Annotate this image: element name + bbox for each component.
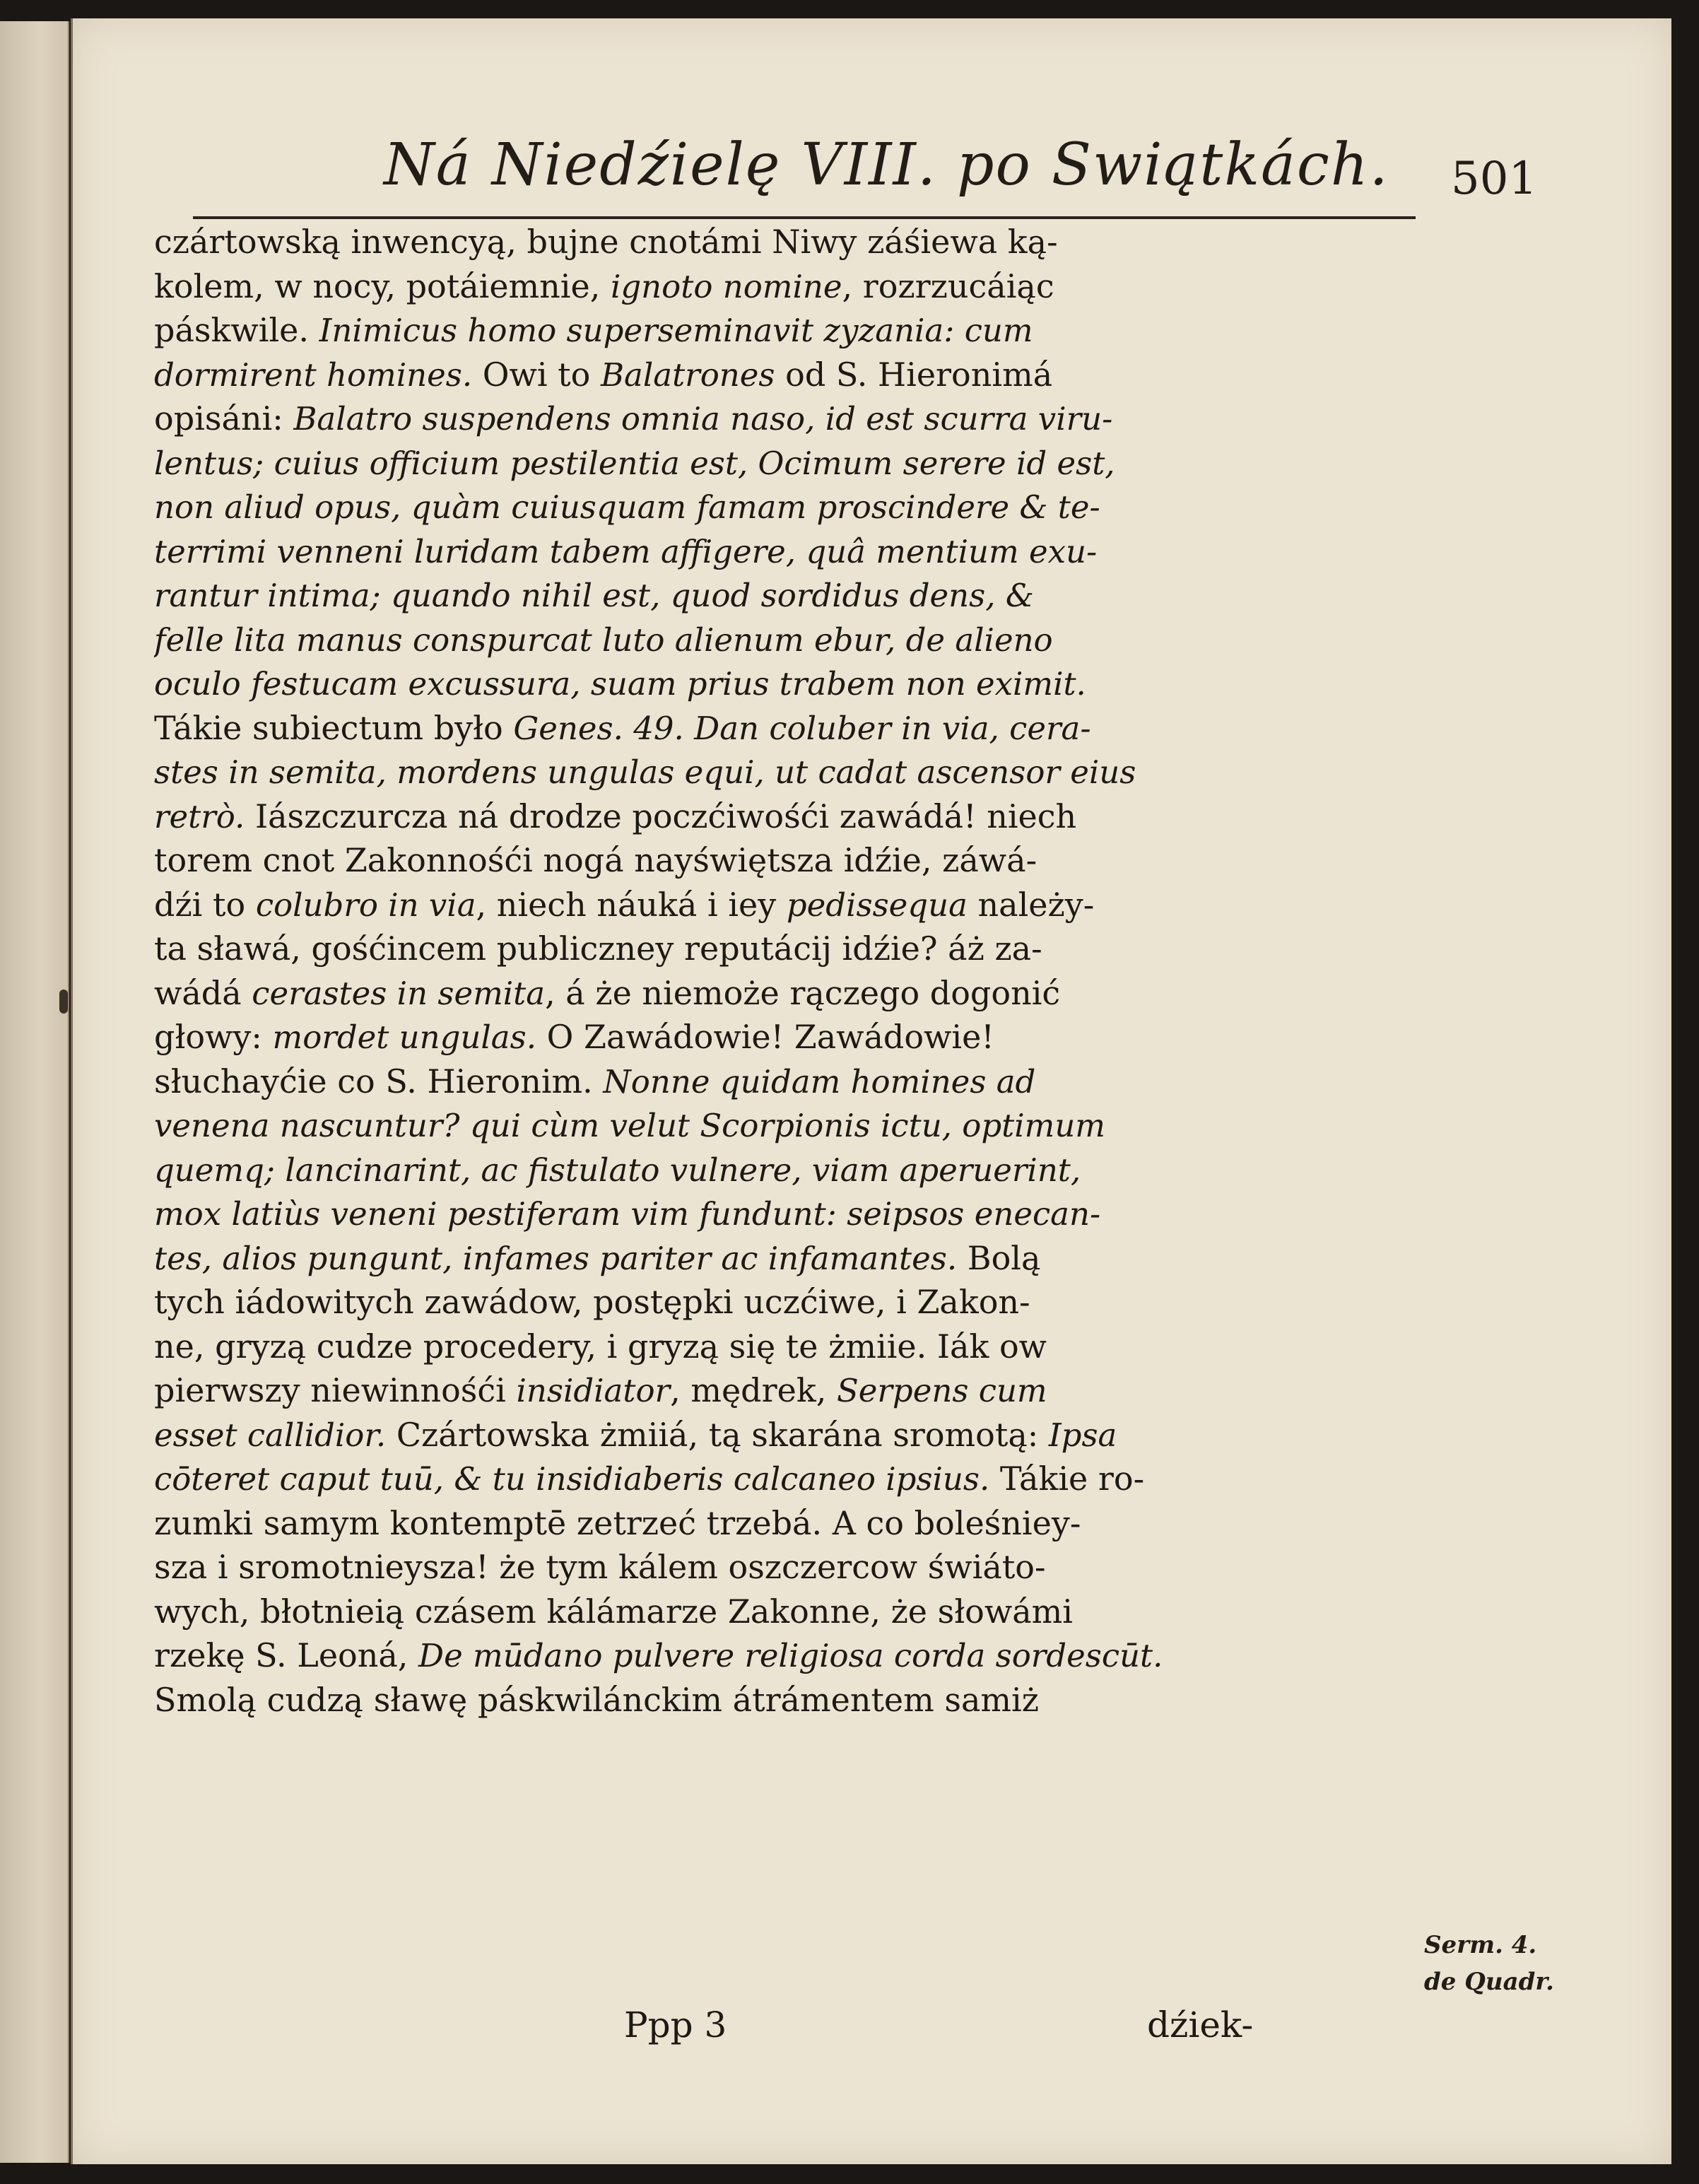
polish-text: czártowską inwencyą, bujne cnotámi Niwy záśiewa ką- — [154, 223, 1058, 261]
polish-text: zumki samym kontemptē zetrzeć trzebá. A co boleśniey- — [154, 1503, 1081, 1542]
polish-text: wádá — [154, 973, 252, 1012]
signature-mark: Ppp 3 — [624, 2004, 727, 2045]
polish-text: ta sławá, gośćincem publiczney reputácij idźie? áż za- — [154, 929, 1042, 968]
polish-text: wych, błotnieią czásem kálámarze Zakonne, że słowámi — [154, 1592, 1073, 1631]
text-line — [154, 1457, 1426, 1501]
ink-blot — [59, 990, 68, 1014]
text-line — [154, 1678, 1426, 1722]
latin-italic-text: Genes. 49. Dan coluber in via, cera- — [513, 709, 1091, 747]
polish-text: O Zawádowie! Zawádowie! — [536, 1018, 994, 1056]
text-line — [154, 529, 1426, 574]
text-line — [154, 1325, 1426, 1369]
page-number: 501 — [1451, 153, 1538, 205]
body-text — [154, 220, 1426, 1722]
latin-italic-text: venena nascuntur? qui cùm velut Scorpionis ictu, optimum — [154, 1107, 1105, 1144]
text-line — [154, 794, 1426, 839]
latin-italic-text: pedissequa — [786, 886, 968, 924]
latin-italic-text: cerastes in semita — [252, 974, 546, 1012]
polish-text: kolem, w nocy, potáiemnie, — [154, 266, 611, 305]
text-line — [154, 1501, 1426, 1546]
polish-text: od S. Hieronimá — [775, 355, 1053, 394]
text-line — [154, 1059, 1426, 1104]
polish-text: , mędrek, — [670, 1371, 837, 1409]
catchword: dźiek- — [1147, 2004, 1254, 2045]
text-line — [154, 1545, 1426, 1590]
latin-italic-text: stes in semita, mordens ungulas equi, ut cadat ascensor eius — [154, 753, 1136, 791]
latin-italic-text: oculo festucam excussura, suam prius trabem non eximit. — [154, 665, 1086, 703]
text-line — [154, 1192, 1426, 1236]
latin-italic-text: De mūdano pulvere religiosa corda sordescūt. — [418, 1637, 1163, 1674]
polish-text: rzekę S. Leoná, — [154, 1636, 419, 1674]
text-line — [154, 1590, 1426, 1634]
polish-text: Iászczurcza ná drodze poczćiwośći zawádá! niech — [245, 797, 1077, 835]
polish-text: głowy: — [154, 1018, 273, 1056]
polish-text: , niech náuká i iey — [476, 885, 787, 924]
polish-text: sza i sromotnieysza! że tym kálem oszczercow świáto- — [154, 1548, 1046, 1586]
text-line — [154, 220, 1426, 264]
latin-italic-text: ignoto nomine — [610, 267, 842, 305]
polish-text: Smolą cudzą sławę páskwilánckim átrámentem samiż — [154, 1680, 1039, 1719]
latin-italic-text: Inimicus homo superseminavit zyzania: cum — [319, 312, 1033, 349]
latin-italic-text: terrimi venneni luridam tabem affigere, quâ mentium exu- — [154, 532, 1098, 570]
polish-text: dźi to — [154, 885, 256, 924]
polish-text: Tákie ro- — [989, 1460, 1145, 1498]
latin-italic-text: Nonne quidam homines ad — [603, 1062, 1036, 1100]
polish-text: Tákie subiectum było — [154, 708, 514, 747]
text-line — [154, 1368, 1426, 1413]
latin-italic-text: Ipsa — [1048, 1416, 1117, 1454]
latin-italic-text: Balatro suspendens omnia naso, id est scurra viru- — [293, 400, 1113, 438]
text-line — [154, 706, 1426, 751]
text-line — [154, 971, 1426, 1016]
header-rule — [193, 216, 1416, 219]
latin-italic-text: mordet ungulas. — [272, 1018, 537, 1056]
text-line — [154, 1633, 1426, 1678]
latin-italic-text: tes, alios pungunt, infames pariter ac infamantes. — [154, 1239, 958, 1277]
text-line — [154, 485, 1426, 529]
margin-note-line: Serm. 4. — [1424, 1931, 1537, 1959]
latin-italic-text: retrò. — [154, 797, 245, 835]
latin-italic-text: felle lita manus conspurcat luto alienum ebur, de alieno — [154, 621, 1053, 659]
latin-italic-text: cōteret caput tuū, & tu insidiaberis calcaneo ipsius. — [154, 1460, 990, 1498]
book-page — [71, 18, 1671, 2164]
text-line — [154, 750, 1426, 794]
text-line — [154, 308, 1426, 353]
text-line — [154, 441, 1426, 486]
running-head: Ná Niedźielę VIII. po Swiątkách. — [384, 131, 1389, 199]
margin-note — [1424, 1927, 1555, 2000]
text-line — [154, 618, 1426, 662]
latin-italic-text: quemq; lancinarint, ac fistulato vulnere, viam aperuerint, — [154, 1151, 1081, 1189]
polish-text: páskwile. — [154, 311, 319, 349]
latin-italic-text: non aliud opus, quàm cuiusquam famam proscindere & te- — [154, 488, 1100, 526]
polish-text: Czártowska żmiiá, tą skarána sromotą: — [386, 1415, 1049, 1454]
text-line — [154, 883, 1426, 927]
text-line — [154, 353, 1426, 397]
latin-italic-text: rantur intima; quando nihil est, quod sordidus dens, & — [154, 577, 1034, 614]
text-line — [154, 927, 1426, 971]
latin-italic-text: Serpens cum — [836, 1372, 1047, 1409]
text-line — [154, 1015, 1426, 1059]
latin-italic-text: Balatrones — [600, 356, 775, 394]
polish-text: pierwszy niewinnośći — [154, 1371, 517, 1409]
polish-text: Bolą — [957, 1238, 1041, 1277]
polish-text: Owi to — [472, 355, 601, 394]
polish-text: torem cnot Zakonnośći nogá nayświętsza idźie, záwá- — [154, 841, 1037, 879]
latin-italic-text: mox latiùs veneni pestiferam vim fundunt: seipsos enecan- — [154, 1195, 1101, 1233]
margin-note-line: de Quadr. — [1424, 1968, 1555, 1996]
latin-italic-text: esset callidior. — [154, 1416, 387, 1454]
latin-italic-text: colubro in via — [255, 886, 476, 924]
polish-text: , rozrzucáiąc — [842, 266, 1054, 305]
text-line — [154, 1103, 1426, 1148]
polish-text: , á że niemoże rączego dogonić — [545, 973, 1061, 1012]
text-line — [154, 1413, 1426, 1457]
text-line — [154, 1236, 1426, 1281]
polish-text: należy- — [967, 885, 1095, 924]
text-line — [154, 838, 1426, 883]
latin-italic-text: lentus; cuius officium pestilentia est, Ocimum serere id est, — [154, 444, 1115, 482]
polish-text: tych iádowitych zawádow, postępki uczćiwe, i Zakon- — [154, 1283, 1030, 1321]
text-line — [154, 1148, 1426, 1192]
text-line — [154, 573, 1426, 618]
text-line — [154, 1280, 1426, 1325]
facing-page-edge — [0, 21, 69, 2163]
latin-italic-text: dormirent homines. — [154, 356, 473, 394]
latin-italic-text: insidiator — [516, 1372, 671, 1409]
text-line — [154, 397, 1426, 441]
polish-text: słuchayćie co S. Hieronim. — [154, 1062, 604, 1100]
polish-text: opisáni: — [154, 399, 294, 438]
polish-text: ne, gryzą cudze procedery, i gryzą się te żmiie. Iák ow — [154, 1327, 1047, 1366]
text-line — [154, 662, 1426, 706]
text-line — [154, 264, 1426, 309]
